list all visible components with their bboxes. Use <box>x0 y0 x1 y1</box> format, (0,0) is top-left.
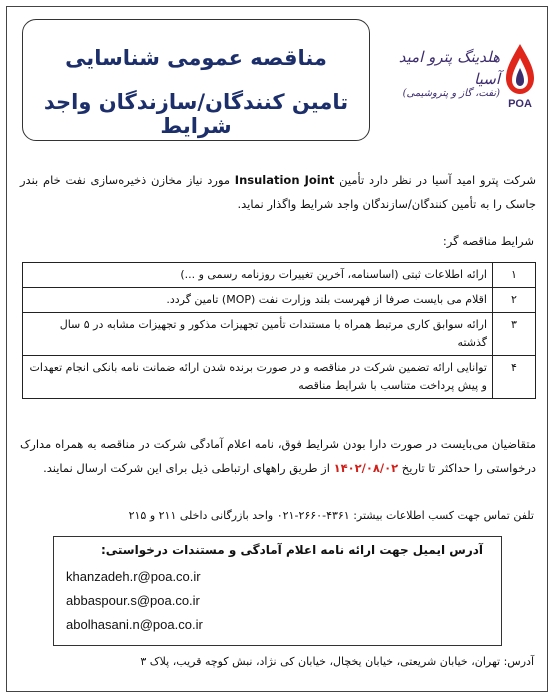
request-paragraph <box>20 432 536 480</box>
flame-drop-icon <box>502 42 538 112</box>
row-number: ۳ <box>493 313 536 356</box>
title-box <box>22 19 370 141</box>
request-text-part1: متقاضیان می‌بایست در صورت دارا بودن شرایط فوق، نامه اعلام آمادگی شرکت در مناقصه به همراه مدارک درخواستی را حداکثر تا تاریخ <box>20 437 536 475</box>
request-text-part2: از طریق راههای ارتباطی ذیل برای این شرکت ارسال نمایند. <box>43 461 334 475</box>
email-link[interactable]: abbaspour.s@poa.co.ir <box>66 593 200 608</box>
intro-text-part2: مورد نیاز مخازن ذخیره‌سازی نفت خام بندر جاسک را به تأمین کنندگان/سازندگان واجد شرایط واگذار نماید. <box>20 173 536 211</box>
intro-paragraph <box>20 168 536 216</box>
conditions-title: شرایط مناقصه گر: <box>442 234 534 248</box>
row-text: توانایی ارائه تضمین شرکت در مناقصه و در صورت برنده شدن ارائه ضمانت نامه بانکی انجام تعهدات و پیش پرداخت متناسب با شرایط مناقصه <box>23 356 493 399</box>
table-row <box>23 263 536 288</box>
page-title: مناقصه عمومی شناسایی <box>65 46 327 70</box>
page-subtitle: تامین کنندگان/سازندگان واجد شرایط <box>43 90 349 138</box>
postal-address: آدرس: تهران، خیابان شریعتی، خیابان یخچال، خیابان کی نژاد، نبش کوچه قریب، پلاک ۳ <box>140 655 534 668</box>
row-text: ارائه سوابق کاری مرتبط همراه با مستندات تأمین تجهیزات مذکور و تجهیزات مشابه در ۵ سال گذشته <box>23 313 493 356</box>
row-number: ۱ <box>493 263 536 288</box>
deadline-date: ۱۴۰۲/۰۸/۰۲ <box>333 461 399 475</box>
table-row <box>23 288 536 313</box>
row-text: ارائه اطلاعات ثبتی (اساسنامه، آخرین تغییرات روزنامه رسمی و ...) <box>23 263 493 288</box>
product-name: Insulation Joint <box>234 173 335 187</box>
row-text: اقلام می بایست صرفا از فهرست بلند وزارت نفت (MOP) تامین گردد. <box>23 288 493 313</box>
contact-phone: تلفن تماس جهت کسب اطلاعات بیشتر: ۴۳۶۱-۲۶۶۰-۰۲۱ واحد بازرگانی داخلی ۲۱۱ و ۲۱۵ <box>128 509 534 522</box>
logo-abbr: POA <box>508 98 532 110</box>
intro-text-part1: شرکت پترو امید آسیا در نظر دارد تأمین <box>334 173 537 187</box>
table-row <box>23 313 536 356</box>
email-link[interactable]: khanzadeh.r@poa.co.ir <box>66 569 201 584</box>
email-link[interactable]: abolhasani.n@poa.co.ir <box>66 617 203 632</box>
row-number: ۲ <box>493 288 536 313</box>
logo-tagline: (نفت، گاز و پتروشیمی) <box>402 88 500 99</box>
table-row <box>23 356 536 399</box>
email-box-title: آدرس ایمیل جهت ارائه نامه اعلام آمادگی و مستندات درخواستی: <box>100 543 483 557</box>
conditions-table <box>22 262 536 399</box>
company-logo <box>390 40 540 122</box>
row-number: ۴ <box>493 356 536 399</box>
logo-company-name: هلدینگ پترو امید آسیا <box>398 48 500 88</box>
